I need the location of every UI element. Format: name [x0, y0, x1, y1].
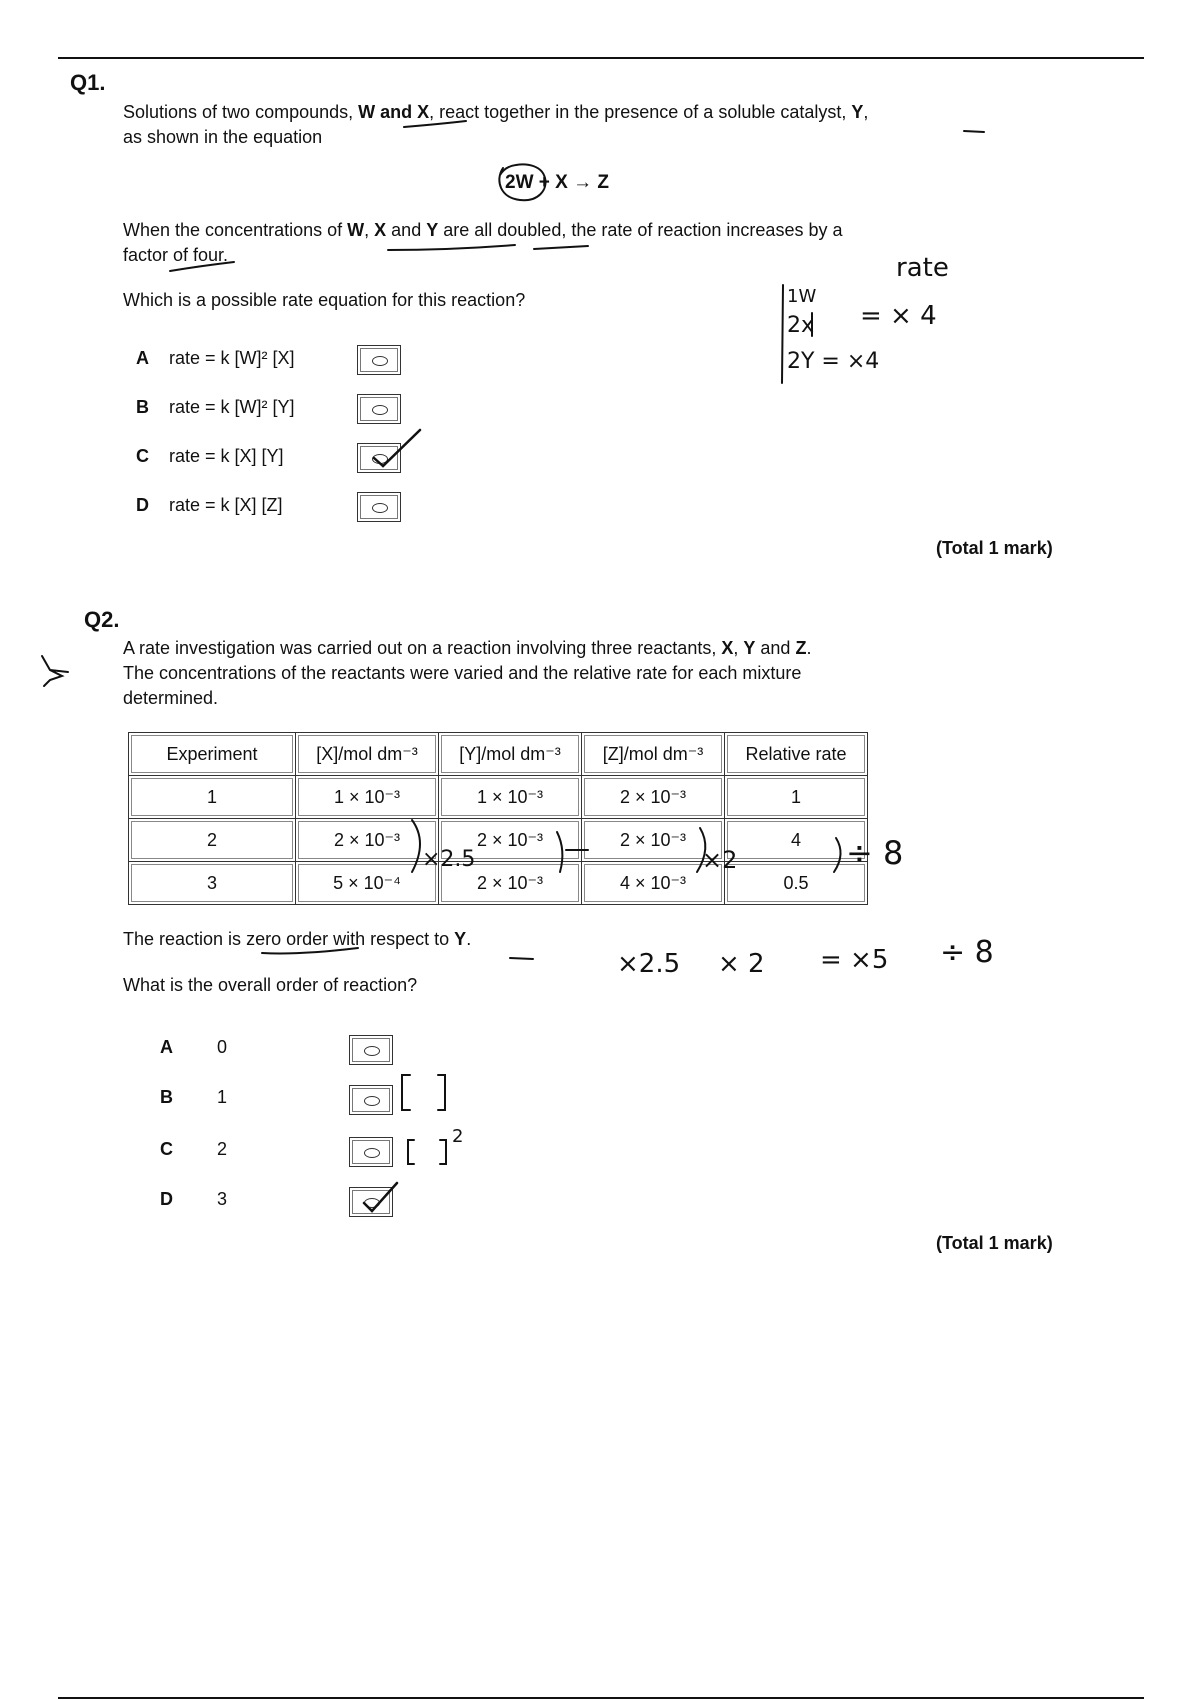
table-cell: 1 × 10⁻³: [439, 776, 582, 819]
hw-2y: 2Y = ×4: [787, 349, 880, 374]
hw-bottom-div8: ÷ 8: [940, 935, 994, 970]
bracket-option-b-left: [402, 1075, 410, 1110]
q2-option-c-letter: C: [160, 1139, 173, 1159]
q1-option-b-letter: B: [136, 397, 149, 417]
q1-option-d-text: rate = k [X] [Z]: [169, 495, 283, 515]
table-cell: 3: [129, 862, 296, 905]
table-header: [Z]/mol dm⁻³: [582, 733, 725, 776]
q2-option-d-letter: D: [160, 1189, 173, 1209]
equation-rest: + X → Z: [538, 172, 609, 193]
circle-2w: [499, 164, 545, 200]
hw-rate: rate: [896, 253, 949, 283]
hw-bottom-x2-5: ×2.5: [617, 949, 681, 979]
q2-zero-order-text: The reaction is zero order with respect to Y.: [123, 929, 472, 949]
q2-intro: A rate investigation was carried out on a reaction involving three reactants, X, Y and Z. The concentrations of the reactants were varied and the relative rate for each mixture determined.: [123, 638, 812, 708]
bracket-rate-col: [834, 838, 841, 872]
q1-option-a-text: rate = k [W]² [X]: [169, 348, 295, 368]
q2-check-mark: [364, 1183, 397, 1211]
q2-number: Q2.: [84, 607, 120, 632]
equation-w: 2W: [505, 172, 534, 193]
bracket-option-b-right: [438, 1075, 445, 1110]
q2-total-mark: (Total 1 mark): [936, 1233, 1053, 1253]
hw-squared: 2: [452, 1126, 464, 1147]
margin-star-mark: [42, 656, 68, 686]
table-cell: 1 × 10⁻³: [296, 776, 439, 819]
q2-option-b-text: 1: [217, 1087, 228, 1107]
bracket-x-col: [412, 820, 420, 872]
q1-option-d-letter: D: [136, 495, 149, 515]
q1-option-c-text: rate = k [X] [Y]: [169, 446, 284, 466]
hw-x2-5: ×2.5: [422, 847, 476, 872]
hw-times-four: = × 4: [860, 301, 937, 331]
table-header: [X]/mol dm⁻³: [296, 733, 439, 776]
bracket-y-col: [557, 832, 562, 872]
underline-w-x: [388, 245, 515, 250]
table-cell: 2 × 10⁻³: [439, 819, 582, 862]
table-cell: 1: [129, 776, 296, 819]
bracket-option-c-right: [440, 1140, 446, 1164]
q1-working-bracket: [782, 285, 783, 383]
q1-number: Q1.: [70, 70, 106, 95]
underline-four: [170, 262, 234, 271]
q1-check-mark: [374, 430, 420, 466]
table-header: Relative rate: [725, 733, 868, 776]
table-header: Experiment: [129, 733, 296, 776]
table-header: [Y]/mol dm⁻³: [439, 733, 582, 776]
q1-intro: Solutions of two compounds, W and X, react together in the presence of a soluble catalyst, Y, as shown in the equation: [123, 102, 869, 147]
q2-question: What is the overall order of reaction?: [123, 975, 418, 995]
q1-doubling-text: When the concentrations of W, X and Y are all doubled, the rate of reaction increases by a factor of four.: [123, 220, 843, 265]
table-cell: 2 × 10⁻³: [582, 819, 725, 862]
table-cell: 4: [725, 819, 868, 862]
table-cell: 1: [725, 776, 868, 819]
q1-option-c-letter: C: [136, 446, 149, 466]
bracket-option-c-left: [408, 1140, 414, 1164]
table-cell: 2 × 10⁻³: [439, 862, 582, 905]
hw-x2: ×2: [702, 846, 738, 874]
q2-option-a-letter: A: [160, 1037, 173, 1057]
q1-option-b-text: rate = k [W]² [Y]: [169, 397, 295, 417]
q2-option-d-text: 3: [217, 1189, 228, 1209]
q1-question: Which is a possible rate equation for this reaction?: [123, 290, 526, 310]
underline-zero-order: [262, 948, 358, 953]
hw-2x: 2x: [787, 313, 815, 338]
hw-bottom-x2: × 2: [718, 949, 765, 979]
hw-1w: 1W: [787, 286, 817, 307]
table-cell: 2 × 10⁻³: [296, 819, 439, 862]
q1-total-mark: (Total 1 mark): [936, 538, 1053, 558]
underline-y-zero: [510, 958, 533, 959]
q1-option-a-letter: A: [136, 348, 149, 368]
underline-w-and-x: [404, 121, 466, 127]
table-cell: 5 × 10⁻⁴: [296, 862, 439, 905]
hw-bottom-x5: = ×5: [820, 945, 889, 975]
table-cell: 2 × 10⁻³: [582, 776, 725, 819]
q2-option-a-text: 0: [217, 1037, 228, 1057]
table-cell: 0.5: [725, 862, 868, 905]
q2-option-b-letter: B: [160, 1087, 173, 1107]
table-cell: 2: [129, 819, 296, 862]
table-cell: 4 × 10⁻³: [582, 862, 725, 905]
underline-y-are: [534, 246, 588, 249]
q2-option-c-text: 2: [217, 1139, 228, 1159]
underline-y: [964, 131, 984, 132]
hw-div8: ÷ 8: [846, 834, 904, 872]
